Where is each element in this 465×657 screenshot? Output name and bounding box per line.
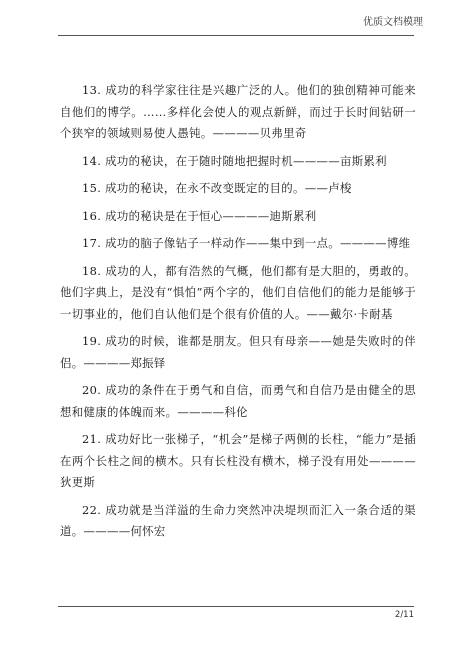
quote-paragraph: 22. 成功就是当洋溢的生命力突然冲决堤坝而汇入一条合适的渠道。————何怀宏 <box>60 502 416 538</box>
quote-paragraph: 17. 成功的脑子像钻子一样动作——集中到一点。————博维 <box>82 236 411 250</box>
quote-paragraph: 14. 成功的秘诀，在于随时随地把握时机————亩斯累利 <box>82 153 387 168</box>
quote-paragraph: 19. 成功的时候，谁都是朋友。但只有母亲——她是失败时的伴侣。————郑振铎 <box>60 334 416 370</box>
quote-paragraph: 13. 成功的科学家往往是兴趣广泛的人。他们的独创精神可能来自他们的博学。……多样化会使人的观点新鲜，而过于长时间钻研一个狭窄的领域则易使人愚钝。————贝弗里奇 <box>60 83 416 140</box>
header-rule <box>58 35 414 36</box>
quote-paragraph: 15. 成功的秘诀，在永不改变既定的目的。——卢梭 <box>82 181 352 195</box>
quote-paragraph: 20. 成功的条件在于勇气和自信，而勇气和自信乃是由健全的思想和健康的体魄而来。————科伦 <box>60 383 416 419</box>
page-number: 2/11 <box>394 610 414 620</box>
header-title: 优质文档模理 <box>363 17 423 28</box>
document-body <box>60 80 416 549</box>
footer-rule <box>58 606 414 607</box>
quote-paragraph: 18. 成功的人，都有浩然的气概，他们都有是大胆的，勇敢的。他们字典上，是没有“惧怕”两个字的，他们自信他们的能力是能够于一切事业的，他们自认他们是个很有价值的人。——戴尔·卡耐基 <box>60 263 416 321</box>
quote-paragraph: 16. 成功的秘诀是在于恒心————迪斯累利 <box>82 208 317 223</box>
quote-paragraph: 21. 成功好比一张梯子，“机会”是梯子两侧的长柱，“能力”是插在两个长柱之间的横木。只有长柱没有横木，梯子没有用处————狄更斯 <box>60 432 416 489</box>
